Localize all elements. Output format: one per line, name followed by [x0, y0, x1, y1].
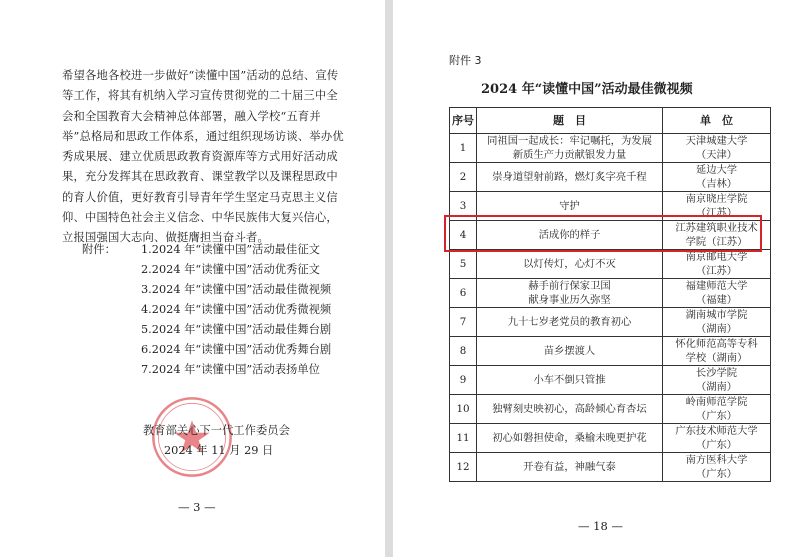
- cell-unit: [663, 279, 771, 308]
- cell-topic: [477, 424, 663, 453]
- page-number: — 3 —: [178, 500, 216, 514]
- table-row: [450, 134, 771, 163]
- header-topic: 题 目: [477, 108, 663, 134]
- cell-topic: [477, 163, 663, 192]
- unit-line: （福建）: [695, 294, 738, 306]
- attachment-item: 6.2024 年“读懂中国”活动优秀舞台剧: [141, 343, 332, 356]
- left-page: [0, 0, 385, 557]
- table-row: [450, 366, 771, 395]
- cell-unit: [663, 424, 771, 453]
- unit-line: （湖南）: [695, 381, 738, 393]
- unit-line: （湖南）: [695, 323, 738, 335]
- cell-topic: [477, 366, 663, 395]
- attachment-item: 5.2024 年“读懂中国”活动最佳舞台剧: [141, 323, 332, 336]
- cell-topic: [477, 337, 663, 366]
- attachment-tag: 附件 3: [449, 54, 482, 67]
- topic-line: 献身事业历久弥坚: [528, 294, 611, 306]
- unit-line: 天津城建大学: [685, 135, 748, 147]
- topic-line: 苗乡摆渡人: [543, 345, 596, 357]
- topic-line: 活成你的样子: [538, 229, 601, 241]
- cell-index: 3: [450, 192, 477, 221]
- cell-topic: [477, 453, 663, 482]
- unit-line: 学院（江苏）: [685, 236, 748, 248]
- unit-line: （江苏）: [695, 265, 738, 277]
- table-row: [450, 250, 771, 279]
- closing-paragraph: 希望各地各校进一步做好“读懂中国”活动的总结、宣传等工作，将其有机纳入学习宣传贯彻党的二十届三中全会和全国教育大会精神总体部署，融入学校“五育并举”总格局和思政工作体系，通过组织现场访谈、举办优秀成果展、建立优质思政教育资源库等方式用好活动成果，充分发挥其在思政教育、课堂教学以及课程思政中的育人价值，更好教育引导青年学生坚定马克思主义信仰、中国特色社会主义信念、中华民族伟大复兴信心，立报国强国大志向、做挺膺担当奋斗者。: [62, 69, 344, 245]
- topic-line: 开卷有益，神融气泰: [523, 461, 616, 473]
- cell-index: 6: [450, 279, 477, 308]
- cell-unit: [663, 250, 771, 279]
- cell-topic: [477, 395, 663, 424]
- cell-unit: [663, 134, 771, 163]
- unit-line: （广东）: [695, 468, 738, 480]
- unit-line: （广东）: [695, 410, 738, 422]
- cell-index: 7: [450, 308, 477, 337]
- cell-index: 11: [450, 424, 477, 453]
- attachment-item: 1.2024 年“读懂中国”活动最佳征文: [141, 243, 320, 256]
- topic-line: 新质生产力贡献银发力量: [512, 149, 627, 161]
- unit-line: 湖南城市学院: [685, 309, 748, 321]
- signer-name: 教育部关心下一代工作委员会: [143, 424, 290, 437]
- page-gutter: [385, 0, 393, 557]
- topic-line: 独臂刻史映初心，高龄倾心育杏坛: [492, 403, 647, 415]
- unit-line: 南京晓庄学院: [685, 193, 748, 205]
- unit-line: 怀化师范高等专科: [675, 338, 758, 350]
- topic-line: 以灯传灯，心灯不灭: [523, 258, 616, 270]
- table-row: [450, 424, 771, 453]
- table-row: [450, 308, 771, 337]
- cell-index: 2: [450, 163, 477, 192]
- unit-line: 广东技术师范大学: [675, 425, 758, 437]
- cell-topic: [477, 279, 663, 308]
- unit-line: 福建师范大学: [685, 280, 748, 292]
- unit-line: 岭南师范学院: [685, 396, 748, 408]
- right-page: [393, 0, 799, 557]
- table-row: [450, 279, 771, 308]
- header-unit: 单 位: [663, 108, 771, 134]
- unit-line: （天津）: [695, 149, 738, 161]
- unit-line: （吉林）: [695, 178, 738, 190]
- cell-unit: [663, 163, 771, 192]
- attachment-item: 3.2024 年“读懂中国”活动最佳微视频: [141, 283, 332, 296]
- cell-topic: [477, 308, 663, 337]
- cell-unit: [663, 395, 771, 424]
- cell-topic: [477, 134, 663, 163]
- topic-line: 小车不倒只管推: [533, 374, 606, 386]
- cell-index: 8: [450, 337, 477, 366]
- page-number: — 18 —: [578, 519, 623, 533]
- cell-topic: [477, 250, 663, 279]
- topic-line: 初心如磐担使命，桑榆未晚更护花: [492, 432, 647, 444]
- cell-index: 5: [450, 250, 477, 279]
- winners-table: [449, 107, 771, 482]
- table-row: [450, 337, 771, 366]
- unit-line: （广东）: [695, 439, 738, 451]
- table-header-row: [450, 108, 771, 134]
- cell-index: 1: [450, 134, 477, 163]
- header-index: 序号: [450, 108, 477, 134]
- unit-line: 延边大学: [695, 164, 738, 176]
- cell-unit: [663, 366, 771, 395]
- topic-line: 赫手前行保家卫国: [528, 280, 611, 292]
- unit-line: （江苏）: [695, 207, 738, 219]
- cell-index: 12: [450, 453, 477, 482]
- row-highlight-box: [444, 215, 762, 252]
- unit-line: 学校（湖南）: [685, 352, 748, 364]
- table-row: [450, 395, 771, 424]
- attachment-item: 7.2024 年“读懂中国”活动表扬单位: [141, 363, 320, 376]
- cell-unit: [663, 308, 771, 337]
- unit-line: 长沙学院: [695, 367, 738, 379]
- unit-line: 南京邮电大学: [685, 251, 748, 263]
- attachments-list: [141, 241, 331, 381]
- topic-line: 守护: [559, 200, 580, 212]
- page-title: 2024 年“读懂中国”活动最佳微视频: [481, 82, 693, 97]
- cell-unit: [663, 453, 771, 482]
- topic-line: 同祖国一起成长：牢记嘱托，为发展: [487, 135, 652, 147]
- signing-date: 2024 年 11 月 29 日: [164, 444, 274, 457]
- topic-line: 九十七岁老党员的教育初心: [507, 316, 632, 328]
- cell-index: 4: [450, 221, 477, 250]
- cell-unit: [663, 337, 771, 366]
- table-row: [450, 453, 771, 482]
- cell-index: 9: [450, 366, 477, 395]
- topic-line: 崇身道望射前路，燃灯炙字亮千程: [492, 171, 647, 183]
- attachment-item: 2.2024 年“读懂中国”活动优秀征文: [141, 263, 320, 276]
- table-row: [450, 163, 771, 192]
- attachment-item: 4.2024 年“读懂中国”活动优秀微视频: [141, 303, 332, 316]
- unit-line: 江苏建筑职业技术: [675, 222, 758, 234]
- cell-index: 10: [450, 395, 477, 424]
- unit-line: 南方医科大学: [685, 454, 748, 466]
- attachments-label: 附件：: [82, 243, 116, 256]
